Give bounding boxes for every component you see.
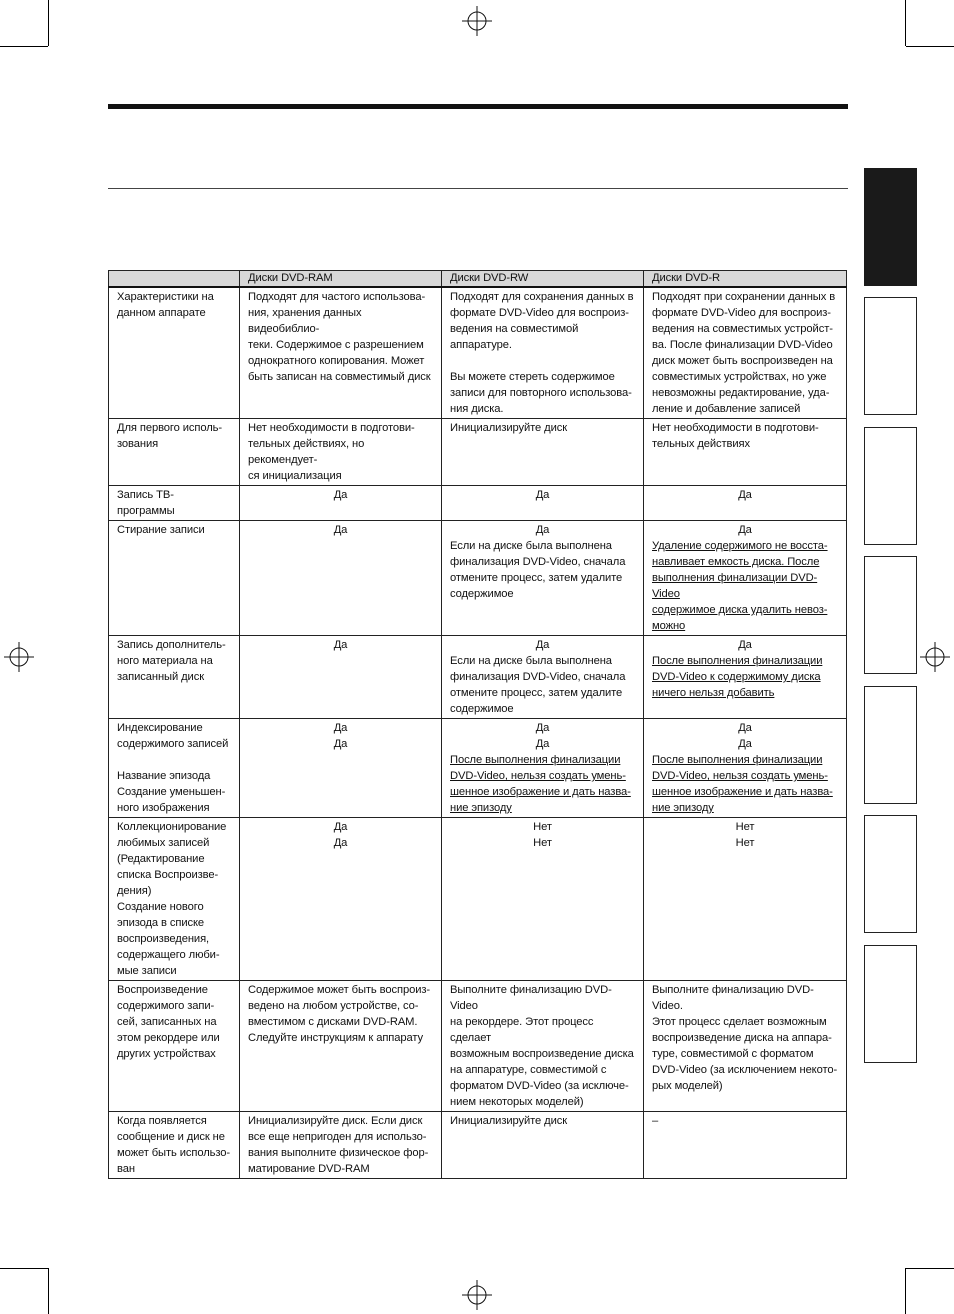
- cell-line: Инициализируйте диск. Если диск: [248, 1115, 423, 1127]
- cell-line: финализация DVD-Video, сначала: [450, 671, 626, 683]
- row-label-line: сей, записанных на: [117, 1016, 217, 1028]
- side-tab-active[interactable]: [864, 168, 917, 286]
- row-label-line: воспроизведения,: [117, 933, 210, 945]
- cell-line: Следуйте инструкциям к аппарату: [248, 1032, 424, 1044]
- cell-line: воспроизведение диска на аппара-: [652, 1032, 832, 1044]
- table-cell: [644, 486, 847, 521]
- cell-line: Нет: [533, 837, 552, 849]
- cell-line: Да: [738, 738, 752, 750]
- cell-line: содержимое: [450, 703, 514, 715]
- cell-line: Да: [738, 722, 752, 734]
- cell-line: совместимых устройствах, но уже: [652, 371, 827, 383]
- table-cell: [442, 486, 644, 521]
- table-row: [109, 981, 847, 1112]
- row-label-line: ван: [117, 1163, 135, 1175]
- table-row: [109, 486, 847, 521]
- table-row: [109, 636, 847, 719]
- row-label: [109, 419, 240, 486]
- cell-line: диск может быть воспроизведен на: [652, 355, 833, 367]
- cell-line: ведения на совместимых устройст-: [652, 323, 833, 335]
- row-label-line: других устройствах: [117, 1048, 216, 1060]
- table-row: [109, 419, 847, 486]
- side-tab[interactable]: [864, 427, 917, 545]
- table-row: [109, 818, 847, 981]
- table-cell: [442, 287, 644, 419]
- table-cell: [644, 1112, 847, 1179]
- cell-line: Этот процесс сделает возможным: [652, 1016, 827, 1028]
- table-cell: [442, 719, 644, 818]
- disc-comparison-table: [108, 270, 847, 1179]
- side-tab[interactable]: [864, 556, 917, 674]
- section-rule: [108, 188, 848, 189]
- cell-line: ведено на любом устройстве, со-: [248, 1000, 419, 1012]
- cell-line: –: [652, 1115, 659, 1127]
- cell-line: После выполнения финализации: [652, 655, 823, 667]
- registration-mark-icon: [4, 642, 34, 672]
- cell-line: быть записан на совместимый диск: [248, 371, 431, 383]
- header-cell-dvd-ram: Диски DVD-RAM: [240, 271, 442, 288]
- table-cell: [644, 287, 847, 419]
- table-cell: [240, 1112, 442, 1179]
- cell-line: нием некоторых моделей): [450, 1096, 584, 1108]
- cell-line: Да: [333, 738, 348, 750]
- cell-line: Да: [333, 524, 348, 536]
- table-row: [109, 521, 847, 636]
- table-cell: [240, 486, 442, 521]
- cell-line: Инициализируйте диск: [450, 1115, 568, 1127]
- cell-line: Да: [535, 489, 550, 501]
- row-label-line: этом рекордере или: [117, 1032, 220, 1044]
- crop-mark: [905, 0, 906, 46]
- row-label: [109, 1112, 240, 1179]
- table-cell: [240, 981, 442, 1112]
- row-label-line: (Редактирование: [117, 853, 205, 865]
- cell-line: навливает емкость диска. После: [652, 556, 820, 568]
- cell-line: невозможны редактирование, уда-: [652, 387, 830, 399]
- row-label-line: Запись дополнитель-: [117, 639, 226, 651]
- row-label: [109, 287, 240, 419]
- table-cell: [442, 419, 644, 486]
- row-label-line: ного изображения: [117, 802, 210, 814]
- table-cell: [240, 287, 442, 419]
- row-label: [109, 521, 240, 636]
- cell-line: ния, хранения данных видеобиблио-: [248, 307, 365, 335]
- row-label-line: Создание уменьшен-: [117, 786, 226, 798]
- cell-line: теки. Содержимое с разрешением: [248, 339, 424, 351]
- cell-line: вания выполните физическое фор-: [248, 1147, 429, 1159]
- header-cell: [109, 271, 240, 288]
- cell-line: Да: [738, 639, 752, 651]
- cell-line: однократного копирования. Может: [248, 355, 425, 367]
- cell-line: Подходят при сохранении данных в: [652, 291, 836, 303]
- cell-line: матирование DVD-RAM: [248, 1163, 370, 1175]
- cell-line: ся инициализация: [248, 470, 342, 482]
- cell-line: аппаратуре.: [450, 339, 512, 351]
- cell-line: тельных действиях, но рекомендует-: [248, 438, 368, 466]
- header-rule: [108, 104, 848, 109]
- registration-mark-icon: [920, 642, 950, 672]
- table-row: [109, 287, 847, 419]
- row-label: [109, 636, 240, 719]
- cell-line: Нет: [735, 837, 755, 849]
- cell-line: Нет: [533, 821, 552, 833]
- row-label-line: списка Воспроизве-: [117, 869, 219, 881]
- cell-line: ничего нельзя добавить: [652, 687, 775, 699]
- cell-line: формате DVD-Video для воспроиз-: [652, 307, 831, 319]
- cell-line: Да: [738, 524, 752, 536]
- row-label: [109, 719, 240, 818]
- cell-line: отмените процесс, затем удалите: [450, 572, 623, 584]
- cell-line: можно: [652, 620, 686, 632]
- table-cell: [442, 981, 644, 1112]
- row-label-line: Стирание записи: [117, 524, 205, 536]
- row-label-line: содержимого запи-: [117, 1000, 215, 1012]
- cell-line: Если на диске была выполнена: [450, 655, 612, 667]
- cell-line: ния диска.: [450, 403, 504, 415]
- cell-line: содержимое диска удалить невоз-: [652, 604, 828, 616]
- crop-mark: [48, 1268, 49, 1314]
- table-cell: [442, 521, 644, 636]
- table-row: [109, 1112, 847, 1179]
- table-cell: [644, 636, 847, 719]
- cell-line: DVD-Video к содержимому диска: [652, 671, 821, 683]
- cell-line: записи для повторного использова-: [450, 387, 632, 399]
- cell-line: рых моделей): [652, 1080, 723, 1092]
- row-label-line: данном аппарате: [117, 307, 206, 319]
- cell-line: содержимое: [450, 588, 514, 600]
- row-label: [109, 486, 240, 521]
- table-cell: [240, 521, 442, 636]
- row-label-line: Характеристики на: [117, 291, 214, 303]
- row-label-line: Запись ТВ-программы: [117, 489, 175, 517]
- cell-line: форматом DVD-Video (за исключе-: [450, 1080, 629, 1092]
- row-label-line: Воспроизведение: [117, 984, 208, 996]
- cell-line: шенное изображение и дать назва-: [652, 786, 833, 798]
- row-label-line: может быть использо-: [117, 1147, 231, 1159]
- cell-line: на рекордере. Этот процесс сделает: [450, 1016, 597, 1044]
- cell-line: Подходят для частого использова-: [248, 291, 426, 303]
- table-header-row: [109, 271, 847, 288]
- table-cell: [240, 636, 442, 719]
- cell-line: Выполните финализацию DVD-Video: [450, 984, 612, 1012]
- cell-line: Содержимое может быть воспроиз-: [248, 984, 431, 996]
- cell-line: вместимом с дисками DVD-RAM.: [248, 1016, 418, 1028]
- cell-line: финализация DVD-Video, сначала: [450, 556, 626, 568]
- row-label-line: сообщение и диск не: [117, 1131, 225, 1143]
- row-label-line: зования: [117, 438, 159, 450]
- cell-line: Да: [535, 524, 550, 536]
- crop-mark: [0, 46, 48, 47]
- row-label-line: эпизода в списке: [117, 917, 205, 929]
- cell-line: Инициализируйте диск: [450, 422, 568, 434]
- cell-line: После выполнения финализации: [450, 754, 621, 766]
- row-label-line: Коллекционирование: [117, 821, 227, 833]
- row-label-line: любимых записей: [117, 837, 210, 849]
- cell-line: Удаление содержимого не восста-: [652, 540, 828, 552]
- cell-line: Да: [333, 837, 348, 849]
- cell-line: Да: [535, 738, 550, 750]
- table-cell: [644, 419, 847, 486]
- cell-line: DVD-Video, нельзя создать умень-: [450, 770, 626, 782]
- cell-line: Да: [333, 722, 348, 734]
- cell-line: ва. После финализации DVD-Video: [652, 339, 833, 351]
- table-cell: [442, 818, 644, 981]
- row-label-line: содержащего люби-: [117, 949, 220, 961]
- cell-gap: [450, 353, 635, 369]
- table-cell: [240, 818, 442, 981]
- cell-line: ние эпизоду: [652, 802, 714, 814]
- cell-line: выполнения финализации DVD-Video: [652, 572, 818, 600]
- side-tab[interactable]: [864, 815, 917, 933]
- cell-line: Да: [333, 489, 348, 501]
- table-cell: [240, 719, 442, 818]
- cell-line: формате DVD-Video для воспроиз-: [450, 307, 629, 319]
- row-label-line: мые записи: [117, 965, 177, 977]
- row-label-line: записанный диск: [117, 671, 204, 683]
- cell-line: Если на диске была выполнена: [450, 540, 612, 552]
- table-cell: [644, 981, 847, 1112]
- cell-line: шенное изображение и дать назва-: [450, 786, 631, 798]
- registration-mark-icon: [462, 1280, 492, 1310]
- table-row: [109, 719, 847, 818]
- row-label-line: [117, 752, 231, 768]
- crop-mark: [48, 0, 49, 46]
- cell-line: ведения на совместимой: [450, 323, 579, 335]
- side-tab[interactable]: [864, 297, 917, 415]
- cell-line: Выполните финализацию DVD-Video.: [652, 984, 814, 1012]
- table-cell: [240, 419, 442, 486]
- table-cell: [644, 818, 847, 981]
- table-cell: [644, 521, 847, 636]
- registration-mark-icon: [462, 6, 492, 36]
- row-label-line: ного материала на: [117, 655, 213, 667]
- crop-mark: [906, 46, 954, 47]
- cell-line: на аппаратуре, совместимой с: [450, 1064, 607, 1076]
- row-label: [109, 981, 240, 1112]
- cell-line: Да: [535, 722, 550, 734]
- cell-line: ление и добавление записей: [652, 403, 801, 415]
- crop-mark: [0, 1268, 48, 1269]
- side-tab[interactable]: [864, 945, 917, 1063]
- table-cell: [442, 1112, 644, 1179]
- header-cell-dvd-r: Диски DVD-R: [644, 271, 847, 288]
- table-cell: [644, 719, 847, 818]
- side-tab[interactable]: [864, 686, 917, 804]
- cell-line: Да: [333, 639, 348, 651]
- table-cell: [442, 636, 644, 719]
- cell-line: тельных действиях: [652, 438, 750, 450]
- cell-line: Да: [738, 489, 752, 501]
- cell-line: Нет необходимости в подготови-: [652, 422, 819, 434]
- cell-line: отмените процесс, затем удалите: [450, 687, 623, 699]
- cell-line: все еще непригоден для использо-: [248, 1131, 427, 1143]
- header-cell-dvd-rw: Диски DVD-RW: [442, 271, 644, 288]
- cell-line: Подходят для сохранения данных в: [450, 291, 634, 303]
- row-label-line: дения): [117, 885, 152, 897]
- row-label-line: содержимого записей: [117, 738, 229, 750]
- cell-line: Да: [535, 639, 550, 651]
- cell-line: DVD-Video (за исключением некото-: [652, 1064, 838, 1076]
- row-label-line: Название эпизода: [117, 770, 211, 782]
- cell-line: Нет необходимости в подготови-: [248, 422, 415, 434]
- cell-line: DVD-Video, нельзя создать умень-: [652, 770, 828, 782]
- crop-mark: [905, 1268, 906, 1314]
- row-label-line: Индексирование: [117, 722, 203, 734]
- cell-line: туре, совместимой с форматом: [652, 1048, 814, 1060]
- cell-line: возможным воспроизведение диска: [450, 1048, 634, 1060]
- crop-mark: [906, 1268, 954, 1269]
- cell-line: Да: [333, 821, 348, 833]
- cell-line: Нет: [735, 821, 755, 833]
- row-label-line: Создание нового: [117, 901, 204, 913]
- cell-line: ние эпизоду: [450, 802, 512, 814]
- row-label-line: Когда появляется: [117, 1115, 207, 1127]
- cell-line: После выполнения финализации: [652, 754, 823, 766]
- row-label: [109, 818, 240, 981]
- cell-line: Вы можете стереть содержимое: [450, 371, 615, 383]
- row-label-line: Для первого исполь-: [117, 422, 223, 434]
